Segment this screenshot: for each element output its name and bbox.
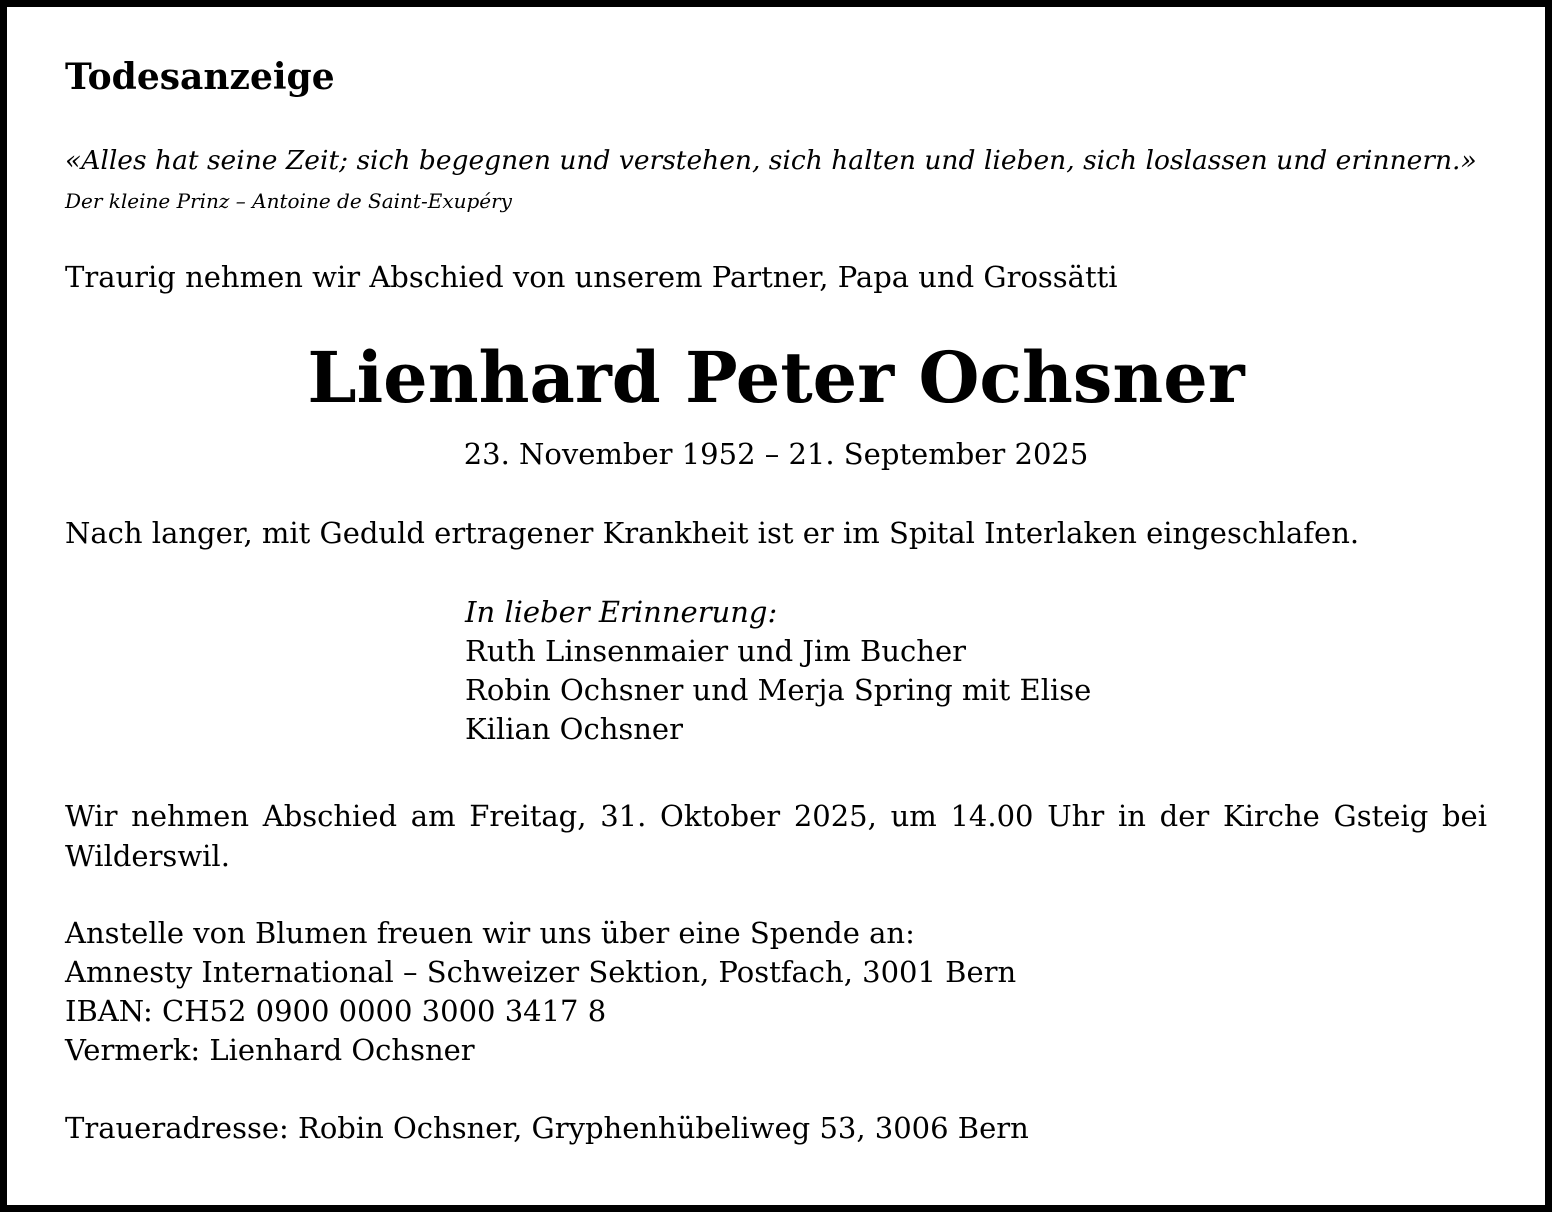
mourner-line: Robin Ochsner und Merja Spring mit Elise: [465, 673, 1092, 707]
donation-section: [65, 914, 1016, 1070]
donation-line: IBAN: CH52 0900 0000 3000 3417 8: [65, 994, 607, 1028]
mourning-address: Traueradresse: Robin Ochsner, Gryphenhübeliweg 53, 3006 Bern: [65, 1111, 1029, 1145]
mourner-line: Kilian Ochsner: [465, 712, 683, 746]
quote-source: Der kleine Prinz – Antoine de Saint-Exupéry: [65, 189, 512, 213]
donation-line: Vermerk: Lienhard Ochsner: [65, 1033, 475, 1067]
intro-text: Traurig nehmen wir Abschied von unserem Partner, Papa und Grossätti: [65, 260, 1118, 294]
passing-text: Nach langer, mit Geduld ertragener Krankheit ist er im Spital Interlaken eingeschlafen.: [65, 516, 1360, 550]
life-dates: 23. November 1952 – 21. September 2025: [463, 437, 1089, 471]
memory-section: [465, 592, 1091, 749]
donation-line: Anstelle von Blumen freuen wir uns über eine Spende an:: [65, 916, 915, 950]
notice-heading: Todesanzeige: [65, 56, 335, 98]
mourner-line: Ruth Linsenmaier und Jim Bucher: [465, 634, 966, 668]
memory-label: In lieber Erinnerung:: [465, 595, 778, 629]
donation-line: Amnesty International – Schweizer Sektion, Postfach, 3001 Bern: [65, 955, 1017, 989]
service-info: Wir nehmen Abschied am Freitag, 31. Oktober 2025, um 14.00 Uhr in der Kirche Gsteig bei Wilderswil.: [65, 799, 1487, 873]
deceased-name: Lienhard Peter Ochsner: [307, 336, 1245, 419]
quote: «Alles hat seine Zeit; sich begegnen und verstehen, sich halten und lieben, sich loslassen und erinnern.»: [65, 145, 1477, 176]
